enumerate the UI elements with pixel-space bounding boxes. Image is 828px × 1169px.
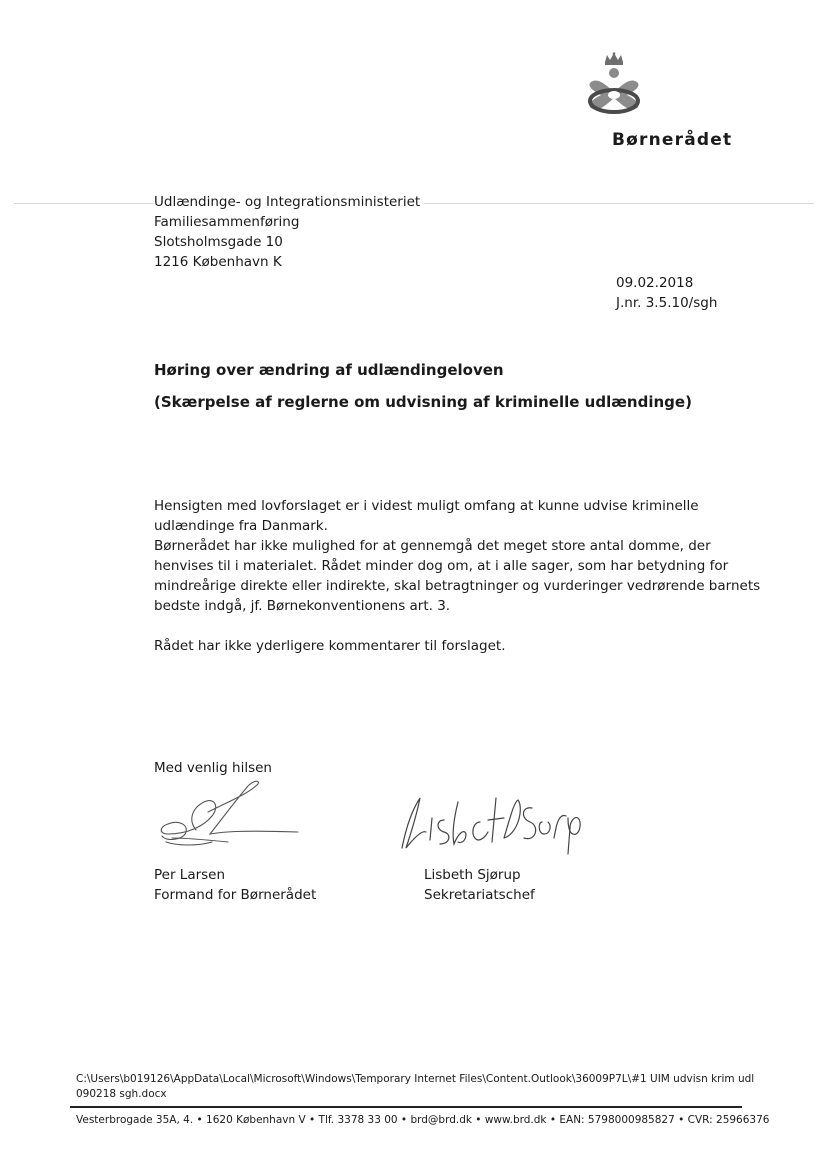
letter-meta	[616, 273, 717, 313]
letter-date: 09.02.2018	[616, 275, 694, 291]
signer-lisbeth-sjoerup	[424, 865, 535, 905]
document-file-path: C:\Users\b019126\AppData\Local\Microsoft\Windows\Temporary Internet Files\Content.Outlook\36009P7L\#1 UIM udvisn krim udl 090218 sgh.docx	[76, 1073, 755, 1100]
signer-per-larsen	[154, 865, 316, 905]
signature-per-larsen	[148, 772, 308, 862]
closing-greeting: Med venlig hilsen	[154, 760, 272, 776]
body-paragraph-1: Hensigten med lovforslaget er i videst muligt omfang at kunne udvise kriminelle udlændinge fra Danmark.	[154, 498, 699, 534]
boerneraadet-logo-icon	[583, 52, 645, 120]
journal-number: J.nr. 3.5.10/sgh	[616, 295, 718, 311]
footer-divider	[70, 1106, 742, 1108]
body-paragraph-3: Rådet har ikke yderligere kommentarer til forslaget.	[154, 638, 506, 654]
recipient-line: Slotsholmsgade 10	[154, 234, 283, 250]
letter-title	[154, 354, 692, 418]
body-paragraph-2: Børnerådet har ikke mulighed for at gennemgå det meget store antal domme, der henvises til i materialet. Rådet minder dog om, at i alle sager, som har betydning for mindreårige direkte eller indirekte, skal betragtninger og vurderinger vedrørende barnets bedste indgå, jf. Børnekonventionens art. 3.	[154, 538, 761, 614]
title-line-1: Høring over ændring af udlændingeloven	[154, 361, 504, 379]
recipient-address	[154, 192, 424, 272]
contact-footer: Vesterbrogade 35A, 4. • 1620 København V • Tlf. 3378 33 00 • brd@brd.dk • www.brd.dk • EAN: 5798000985827 • CVR: 25966376	[76, 1114, 770, 1126]
signer-name: Lisbeth Sjørup	[424, 867, 521, 883]
recipient-line: 1216 København K	[154, 254, 282, 270]
signature-lisbeth-sjoerup	[392, 788, 582, 860]
signer-name: Per Larsen	[154, 867, 226, 883]
recipient-line: Familiesammenføring	[154, 214, 300, 230]
title-line-2: (Skærpelse af reglerne om udvisning af kriminelle udlændinge)	[154, 393, 692, 411]
signer-title: Formand for Børnerådet	[154, 887, 317, 903]
organization-name: Børnerådet	[612, 130, 733, 150]
letter-body	[154, 496, 764, 656]
signer-title: Sekretariatschef	[424, 887, 535, 903]
recipient-line: Udlændinge- og Integrationsministeriet	[154, 194, 421, 210]
